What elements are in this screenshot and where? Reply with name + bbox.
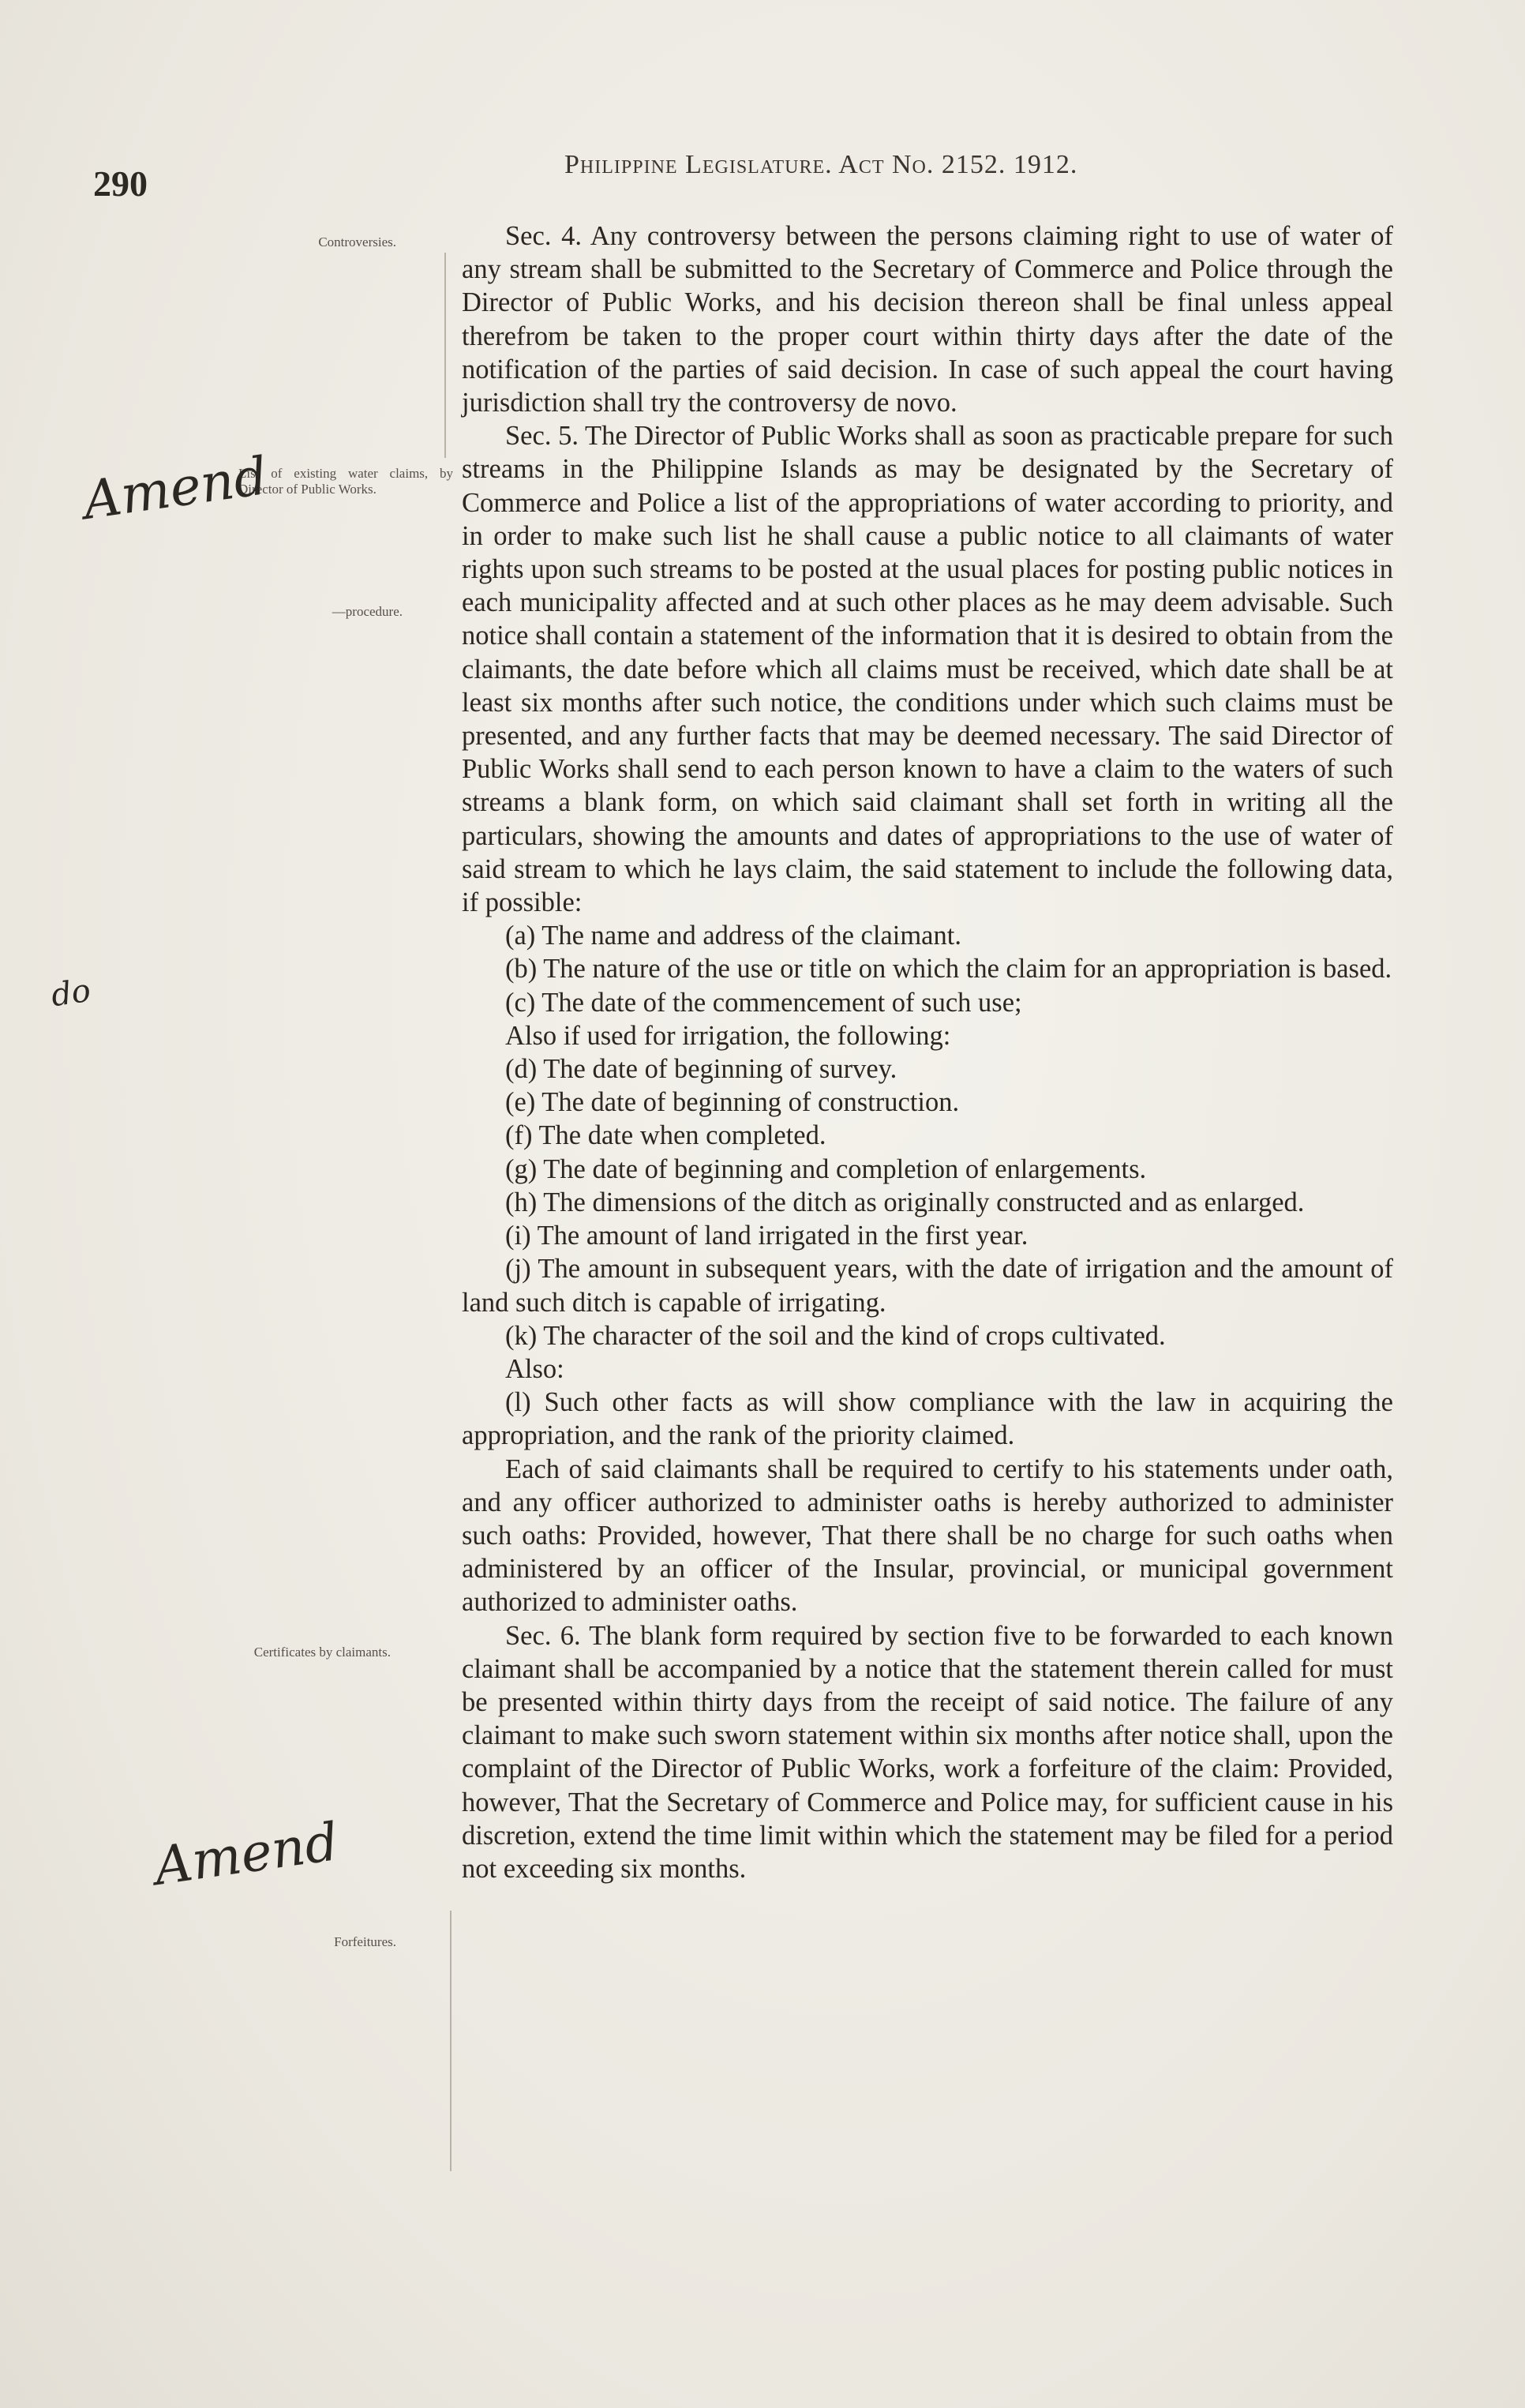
- list-item-k: (k) The character of the soil and the kind of crops cultivated.: [505, 1320, 1166, 1351]
- handwritten-amend-note-2: Amend: [150, 1811, 343, 1897]
- list-item-e: (e) The date of beginning of construction.: [505, 1087, 960, 1118]
- margin-note-forfeitures: Forfeitures.: [334, 1934, 396, 1949]
- handwritten-mark: do: [49, 972, 93, 1015]
- margin-note-list-of-claims: List of existing water claims, by Director of Public Works.: [238, 466, 453, 497]
- list-item-g: (g) The date of beginning and completion of enlargements.: [505, 1153, 1147, 1184]
- list-item-also: Also:: [505, 1353, 564, 1384]
- act-body-text: [462, 219, 1393, 1885]
- handwritten-amend-note: Amend: [79, 445, 272, 531]
- list-item-l: (l) Such other facts as will show compliance with the law in acquiring the appropriation, and the rank of the priority claimed.: [462, 1387, 1393, 1451]
- page-number: 290: [93, 163, 148, 204]
- section-4-paragraph: Sec. 4. Any controversy between the persons claiming right to use of water of any stream shall be submitted to the Secretary of Commerce and Police through the Director of Public Works, and his decision thereon shall be final unless appeal therefrom be taken to the proper court within thirty days after the date of the notification of the parties of said decision. In case of such appeal the court having jurisdiction shall try the controversy de novo.: [462, 221, 1393, 418]
- list-item-c: (c) The date of the commencement of such use;: [505, 987, 1022, 1018]
- list-item-d: (d) The date of beginning of survey.: [505, 1054, 897, 1085]
- list-item-b: (b) The nature of the use or title on which the claim for an appropriation is based.: [505, 954, 1392, 985]
- list-item-j: (j) The amount in subsequent years, with the date of irrigation and the amount of land such ditch is capable of irrigating.: [462, 1254, 1393, 1318]
- margin-note-controversies: Controversies.: [318, 234, 396, 249]
- margin-note-certificates: Certificates by claimants.: [253, 1645, 391, 1660]
- section-6-paragraph: Sec. 6. The blank form required by section five to be forwarded to each known claimant shall be accompanied by a notice that the statement therein called for must be presented within thirty days from the receipt of said notice. The failure of any claimant to make such sworn statement within six months after notice shall, upon the complaint of the Director of Public Works, work a forfeiture of the claim: Provided, however, That the Secretary of Commerce and Police may, for sufficient cause in his discretion, extend the time limit within which the statement may be filed for a period not exceeding six months.: [462, 1620, 1393, 1884]
- margin-rule: [444, 253, 446, 458]
- list-item-i: (i) The amount of land irrigated in the first year.: [505, 1221, 1029, 1251]
- list-item-also-irrigation: Also if used for irrigation, the following:: [505, 1020, 951, 1051]
- margin-rule-2: [450, 1911, 452, 2171]
- list-item-h: (h) The dimensions of the ditch as originally constructed and as enlarged.: [505, 1187, 1305, 1217]
- list-item-f: (f) The date when completed.: [505, 1120, 826, 1151]
- running-title: Philippine Legislature. Act No. 2152. 1912.: [564, 150, 1078, 179]
- section-5-paragraph: Sec. 5. The Director of Public Works shall as soon as practicable prepare for such streams in the Philippine Islands as may be designated by the Secretary of Commerce and Police a list of the appropriations of water according to priority, and in order to make such list he shall cause a public notice to all claimants of water rights upon such streams to be posted at the usual places for posting public notices in each municipality affected and at such other places as he may deem advisable. Such notice shall contain a statement of the information that it is desired to obtain from the claimants, the date before which all claims must be received, which date shall be at least six months after such notice, the conditions under which such claims must be presented, and any further facts that may be deemed necessary. The said Director of Public Works shall send to each person known to have a claim to the waters of such streams a blank form, on which said claimant shall set forth in writing all the particulars, showing the amounts and dates of appropriations to the use of water of said stream to which he lays claim, the said statement to include the following data, if possible:: [462, 421, 1393, 918]
- margin-note-procedure: —procedure.: [332, 604, 403, 619]
- list-item-a: (a) The name and address of the claimant.: [505, 921, 961, 951]
- certify-paragraph: Each of said claimants shall be required to certify to his statements under oath, and any officer authorized to administer oaths is hereby authorized to administer such oaths: Provided, however, That there shall be no charge for such oaths when administered by an officer of the Insular, provincial, or municipal government authorized to administer oaths.: [462, 1453, 1393, 1618]
